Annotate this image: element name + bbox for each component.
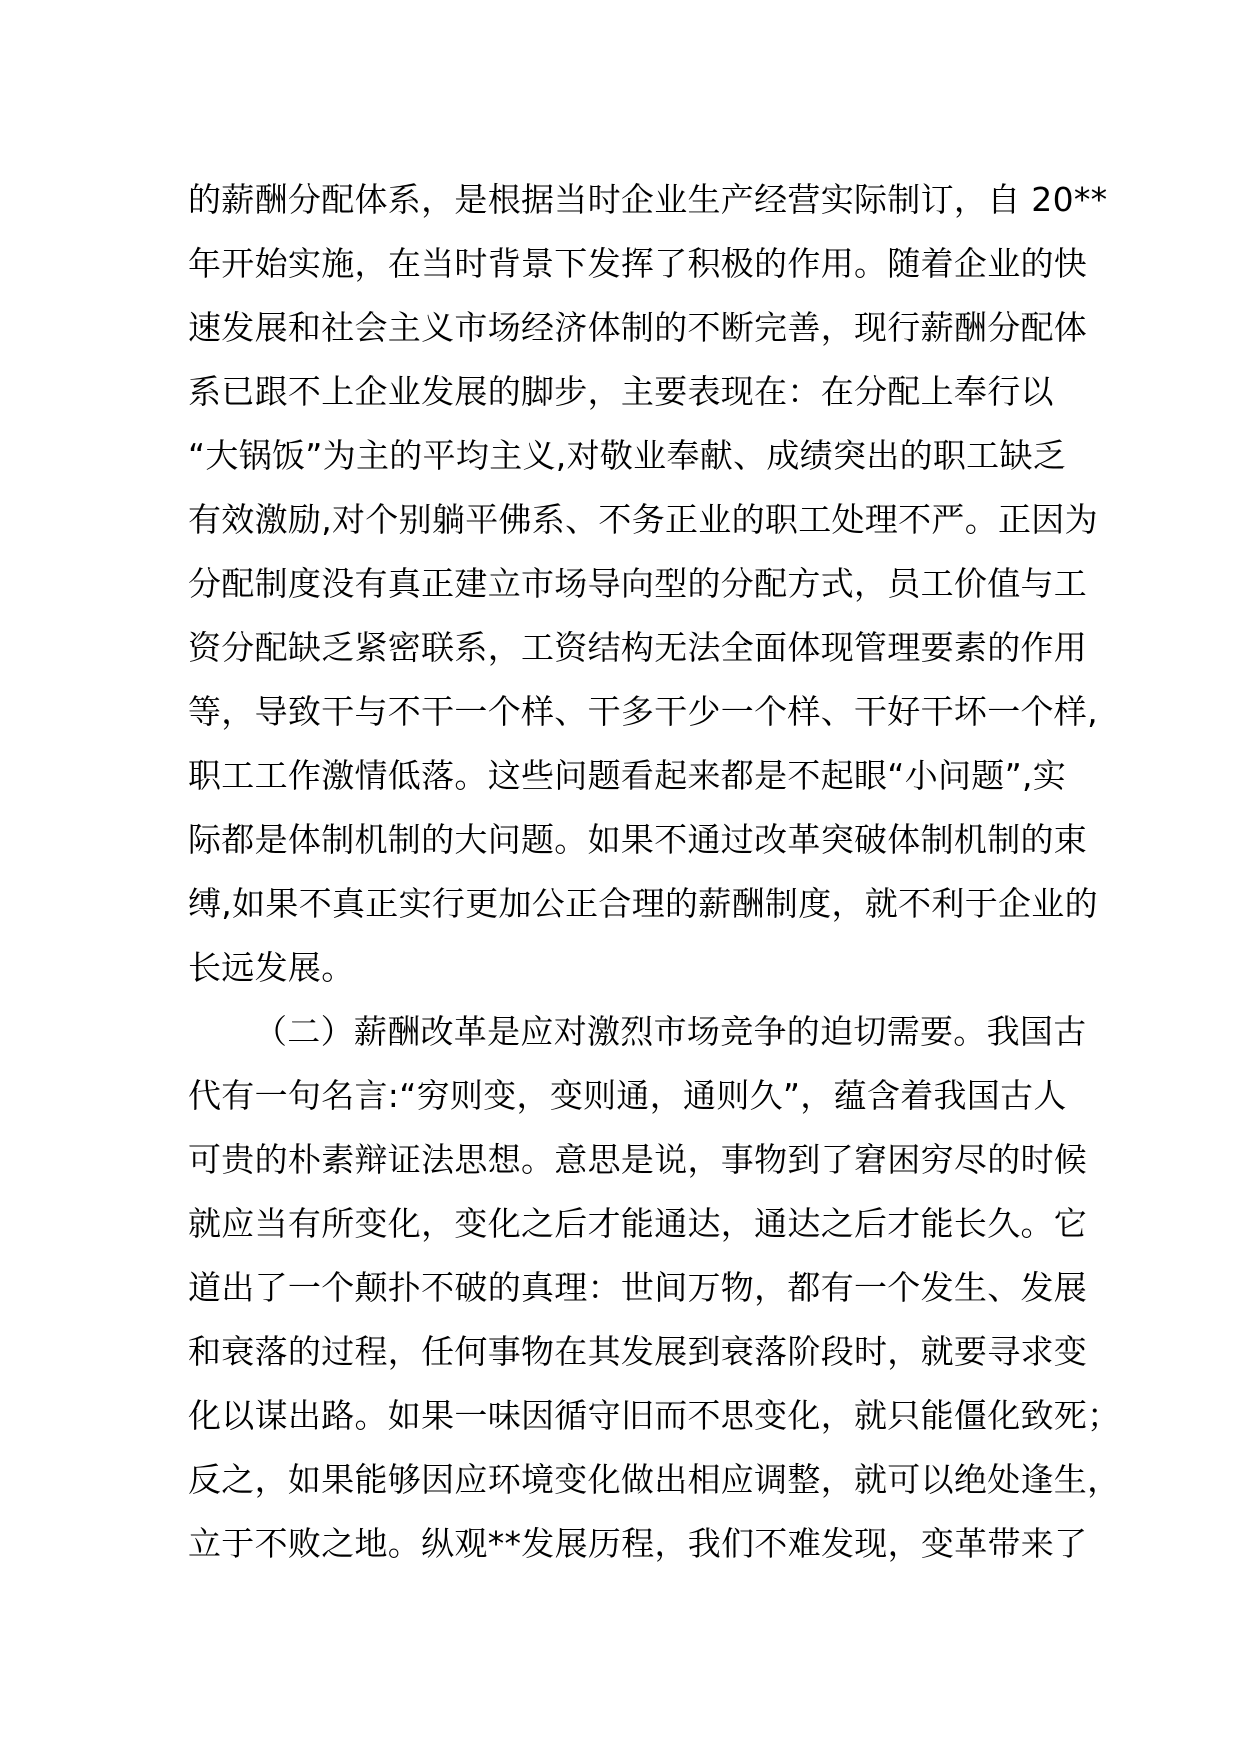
section-heading-line: （二）薪酬改革是应对激烈市场竞争的迫切需要。我国古 [254,1012,1087,1051]
text-line: 职工工作激情低落。这些问题看起来都是不起眼“小问题”,实 [188,756,1067,795]
text-line: 际都是体制机制的大问题。如果不通过改革突破体制机制的束 [188,820,1088,859]
text-line: 和衰落的过程，任何事物在其发展到衰落阶段时，就要寻求变 [188,1332,1088,1371]
text-line: 分配制度没有真正建立市场导向型的分配方式，员工价值与工 [188,564,1088,603]
text-line: 反之，如果能够因应环境变化做出相应调整，就可以绝处逢生， [188,1460,1121,1499]
text-line: 化以谋出路。如果一味因循守旧而不思变化，就只能僵化致死； [188,1396,1121,1435]
text-line: 长远发展。 [188,948,355,987]
text-line: 的薪酬分配体系，是根据当时企业生产经营实际制订，自 20** [188,180,1108,219]
text-line: 系已跟不上企业发展的脚步，主要表现在：在分配上奉行以 [188,372,1054,411]
text-line: 资分配缺乏紧密联系，工资结构无法全面体现管理要素的作用 [188,628,1088,667]
text-line: 有效激励,对个别躺平佛系、不务正业的职工处理不严。正因为 [188,500,1098,539]
text-line: 立于不败之地。纵观**发展历程，我们不难发现，变革带来了 [188,1524,1088,1563]
text-line: 等，导致干与不干一个样、干多干少一个样、干好干坏一个样, [188,692,1098,731]
text-line: 缚,如果不真正实行更加公正合理的薪酬制度，就不利于企业的 [188,884,1098,923]
text-line: “大锅饭”为主的平均主义,对敬业奉献、成绩突出的职工缺乏 [188,436,1067,475]
text-line: 代有一句名言:“穷则变，变则通，通则久”，蕴含着我国古人 [188,1076,1067,1115]
text-line: 可贵的朴素辩证法思想。意思是说，事物到了窘困穷尽的时候 [188,1140,1088,1179]
text-line: 年开始实施，在当时背景下发挥了积极的作用。随着企业的快 [188,244,1088,283]
body-text [188,168,1121,1576]
text-line: 就应当有所变化，变化之后才能通达，通达之后才能长久。它 [188,1204,1088,1243]
text-line: 速发展和社会主义市场经济体制的不断完善，现行薪酬分配体 [188,308,1088,347]
text-line: 道出了一个颠扑不破的真理：世间万物，都有一个发生、发展 [188,1268,1088,1307]
